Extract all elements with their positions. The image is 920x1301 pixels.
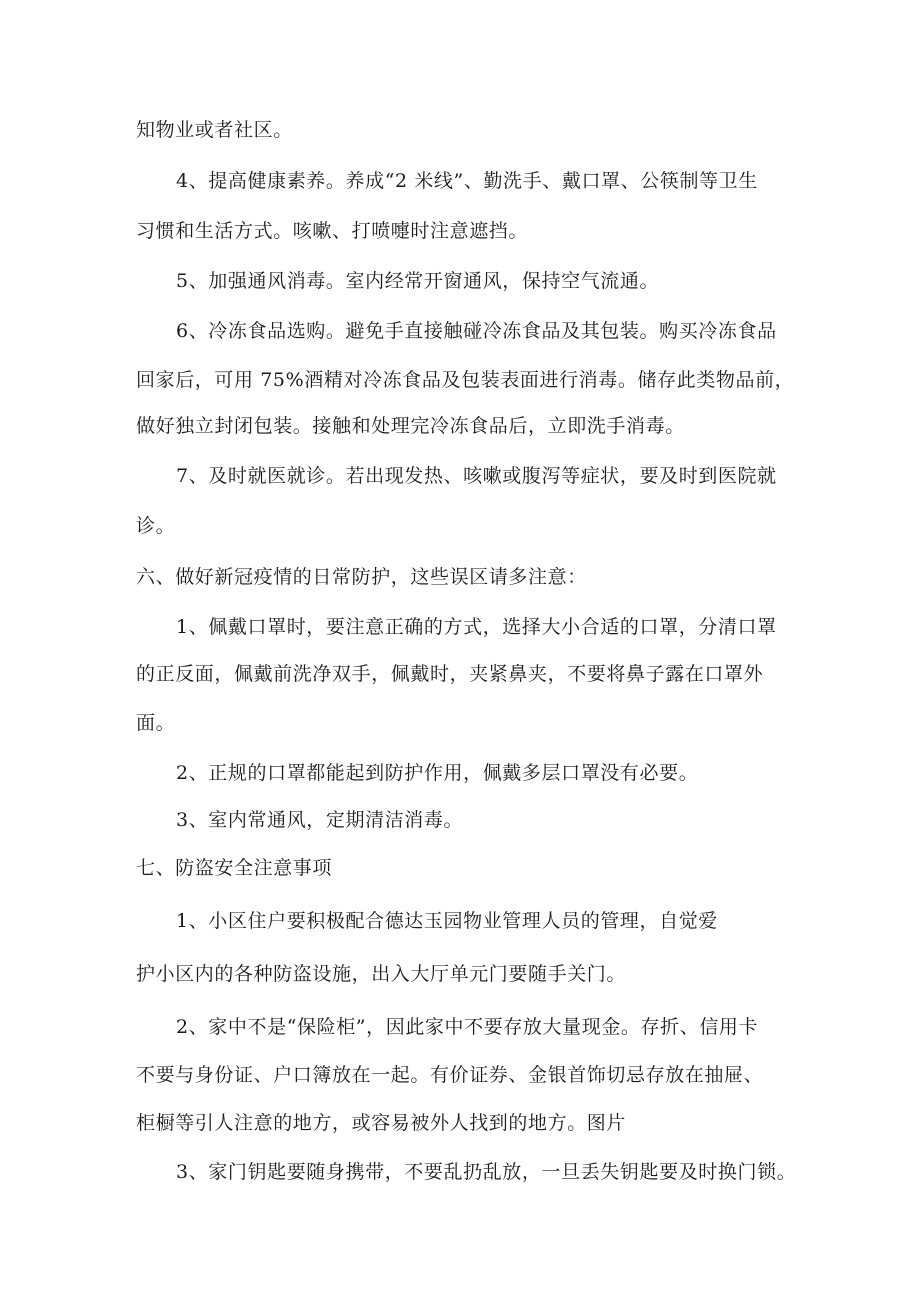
text-line: 7、及时就医就诊。若出现发热、咳嗽或腹泻等症状，要及时到医院就: [176, 465, 777, 487]
section-heading: 七、防盗安全注意事项: [136, 857, 333, 879]
text-line: 面。: [136, 712, 176, 734]
text-line: 不要与身份证、户口簿放在一起。有价证券、金银首饰切忌存放在抽屉、: [136, 1064, 764, 1086]
section-heading: 六、做好新冠疫情的日常防护，这些误区请多注意：: [136, 566, 587, 588]
text-line: 护小区内的各种防盗设施，出入大厅单元门要随手关门。: [136, 963, 627, 985]
text-line: 习惯和生活方式。咳嗽、打喷嚏时注意遮挡。: [136, 220, 529, 242]
text-line: 3、家门钥匙要随身携带，不要乱扔乱放，一旦丢失钥匙要及时换门锁。: [176, 1161, 797, 1183]
text-line: 3、室内常通风，定期清洁消毒。: [176, 809, 464, 831]
text-line: 1、佩戴口罩时，要注意正确的方式，选择大小合适的口罩，分清口罩: [176, 616, 777, 638]
text-line: 知物业或者社区。: [136, 119, 293, 141]
text-line: 2、正规的口罩都能起到防护作用，佩戴多层口罩没有必要。: [176, 762, 699, 784]
text-line: 5、加强通风消毒。室内经常开窗通风，保持空气流通。: [176, 270, 660, 292]
text-line: 回家后，可用 75%酒精对冷冻食品及包装表面进行消毒。储存此类物品前，: [136, 369, 795, 391]
text-line: 4、提高健康素养。养成“2 米线”、勤洗手、戴口罩、公筷制等卫生: [176, 170, 758, 192]
text-line: 做好独立封闭包装。接触和处理完冷冻食品后，立即洗手消毒。: [136, 415, 685, 437]
text-line: 2、家中不是“保险柜”，因此家中不要存放大量现金。存折、信用卡: [176, 1016, 759, 1038]
text-line: 6、冷冻食品选购。避免手直接触碰冷冻食品及其包装。购买冷冻食品: [176, 320, 777, 342]
text-line: 柜橱等引人注意的地方，或容易被外人找到的地方。图片: [136, 1112, 627, 1134]
text-line: 的正反面，佩戴前洗净双手，佩戴时，夹紧鼻夹，不要将鼻子露在口罩外: [136, 663, 764, 685]
text-line: 诊。: [136, 515, 176, 537]
text-line: 1、小区住户要积极配合德达玉园物业管理人员的管理，自觉爱: [176, 910, 718, 932]
